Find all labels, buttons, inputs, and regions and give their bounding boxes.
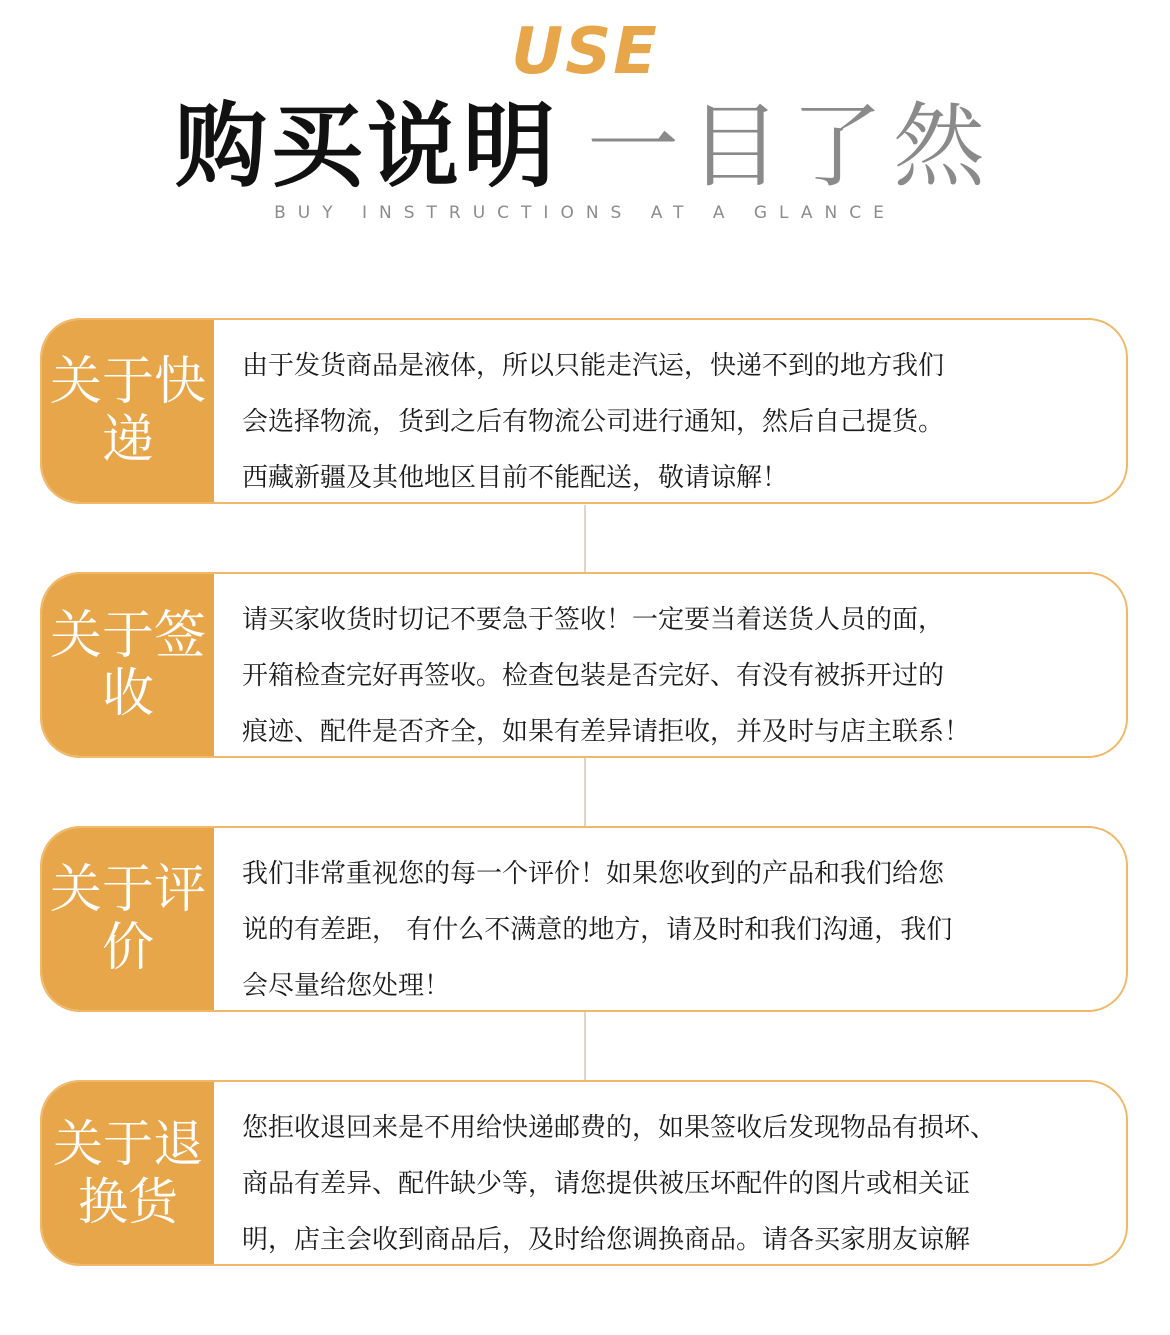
info-card-delivery: [40, 318, 1128, 504]
card-line: 您拒收退回来是不用给快递邮费的，如果签收后发现物品有损坏、: [242, 1113, 997, 1143]
card-tag-label: 关于评价: [49, 860, 206, 978]
card-line: 我们非常重视您的每一个评价！如果您收到的产品和我们给您: [242, 859, 945, 889]
card-tag: [42, 320, 214, 502]
card-line: 由于发货商品是液体，所以只能走汽运，快递不到的地方我们: [242, 351, 945, 381]
card-tag: [42, 574, 214, 756]
card-body: [242, 846, 1096, 1012]
card-body: [242, 1100, 1096, 1266]
card-body: [242, 338, 1096, 504]
info-card-return: [40, 1080, 1128, 1266]
card-line: 痕迹、配件是否齐全，如果有差异请拒收，并及时与店主联系！: [242, 717, 971, 747]
use-logo-mark: USE: [511, 15, 659, 89]
info-card-review: [40, 826, 1128, 1012]
card-line: 明，店主会收到商品后，及时给您调换商品。请各买家朋友谅解: [242, 1225, 971, 1255]
page-title: [0, 92, 1170, 202]
card-tag-label: 关于快递: [49, 352, 206, 470]
title-light-text: 一目了然: [587, 93, 996, 200]
title-bold-text: 购买说明: [174, 93, 559, 200]
card-line: 请买家收货时切记不要急于签收！一定要当着送货人员的面，: [242, 605, 945, 635]
card-line: 开箱检查完好再签收。检查包装是否完好、有没有被拆开过的: [242, 661, 945, 691]
card-body: [242, 592, 1096, 758]
card-tag: [42, 828, 214, 1010]
card-tag-label: 关于退换货: [53, 1115, 203, 1231]
card-line: 商品有差异、配件缺少等，请您提供被压坏配件的图片或相关证: [242, 1169, 971, 1199]
card-tag-label: 关于签收: [49, 606, 206, 724]
info-card-receipt: [40, 572, 1128, 758]
card-line: 说的有差距， 有什么不满意的地方，请及时和我们沟通，我们: [242, 915, 953, 945]
card-line: 会尽量给您处理！: [242, 971, 451, 1001]
card-tag: [42, 1082, 214, 1264]
card-line: 会选择物流，货到之后有物流公司进行通知，然后自己提货。: [242, 407, 945, 437]
card-line: 西藏新疆及其他地区目前不能配送，敬请谅解！: [242, 463, 789, 493]
page-subtitle: BUY INSTRUCTIONS AT A GLANCE: [274, 203, 896, 223]
